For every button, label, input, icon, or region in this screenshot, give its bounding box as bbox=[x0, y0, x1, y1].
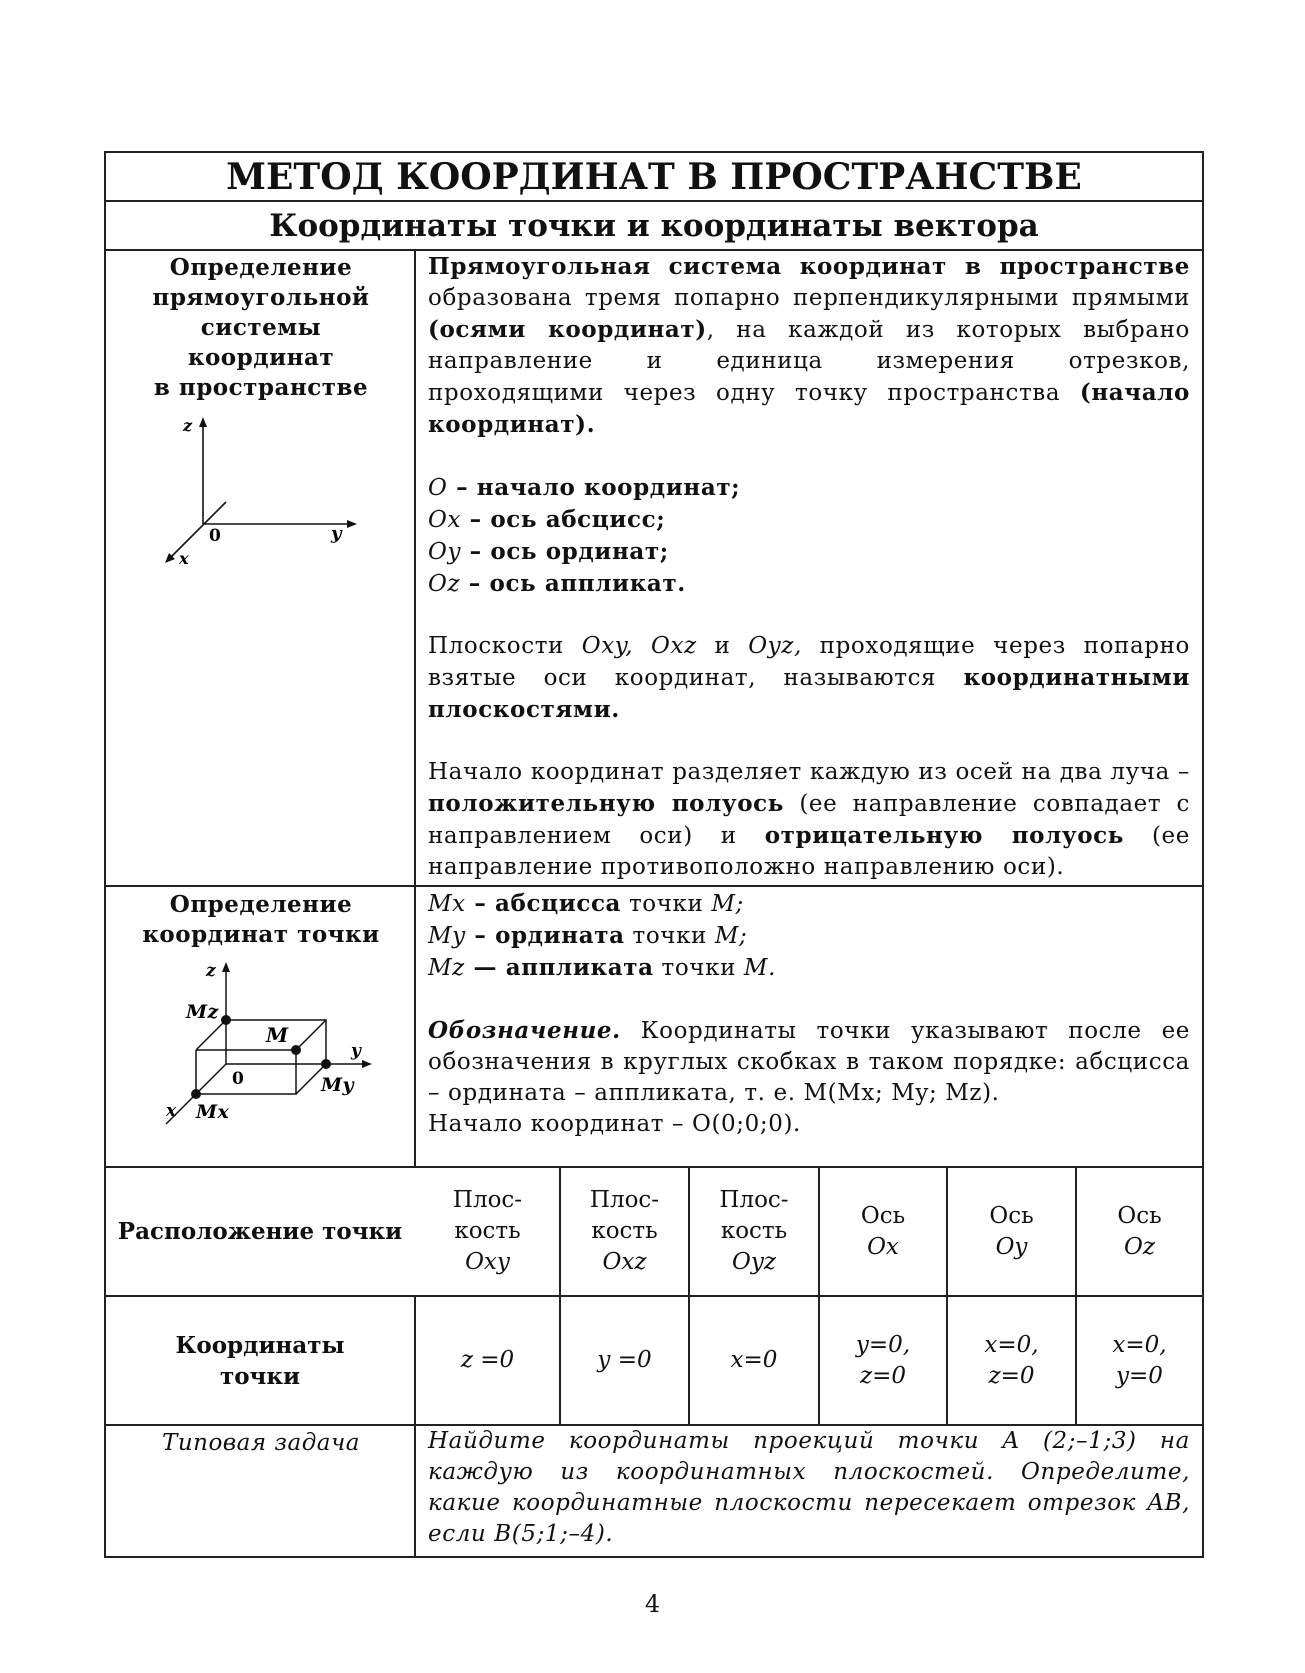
label-line: прямоугольной bbox=[152, 284, 370, 311]
planes-paragraph: Плоскости Oxy, Oxz и Oyz, проходящие через попарно взятые оси координат, называются координатными плоскостями. bbox=[428, 633, 1190, 723]
page-title: МЕТОД КООРДИНАТ В ПРОСТРАНСТВЕ bbox=[226, 156, 1082, 198]
my-label: My bbox=[321, 1074, 355, 1096]
m-label: M bbox=[266, 1023, 289, 1047]
location-column-header bbox=[820, 1168, 946, 1295]
coordinate-condition bbox=[690, 1297, 818, 1424]
location-row-header: Расположение точки bbox=[117, 1218, 403, 1245]
mx-label: Mx bbox=[196, 1101, 230, 1123]
coordinate-definitions: Mx – абсцисса точки M; My – ордината точки M; Mz — аппликата точки M. bbox=[428, 890, 776, 981]
x-label: x bbox=[179, 549, 190, 568]
label-line: Определение bbox=[169, 891, 353, 918]
coordinate-condition bbox=[416, 1297, 559, 1424]
label-line: системы bbox=[200, 314, 322, 341]
cell-line: Ox bbox=[867, 1233, 899, 1260]
cell-line: кость bbox=[720, 1218, 788, 1244]
z-label: z bbox=[183, 416, 193, 435]
cell-line: x=0, bbox=[1112, 1331, 1167, 1358]
cell-line: x=0 bbox=[730, 1347, 778, 1373]
coordinate-condition bbox=[1077, 1297, 1202, 1424]
cell-line: Ось bbox=[989, 1202, 1034, 1229]
cell-line: Oxy bbox=[465, 1249, 510, 1275]
header-line: Координаты bbox=[175, 1331, 345, 1359]
task-label: Типовая задача bbox=[161, 1430, 361, 1456]
point-coordinates-diagram bbox=[146, 956, 376, 1126]
section1-text bbox=[428, 251, 1190, 914]
header-line: точки bbox=[219, 1362, 301, 1390]
location-column-header bbox=[561, 1168, 688, 1295]
axes-diagram bbox=[151, 409, 371, 569]
notation-paragraph: Обозначение. Координаты точки указывают после ее обозначения в круглых скобках в таком порядке: абсцисса – ордината – аппликата, т. е. M(Mx; My; Mz). Начало координат – O(0;0;0). bbox=[428, 1017, 1190, 1137]
location-column-header bbox=[690, 1168, 818, 1295]
cell-line: Ось bbox=[860, 1202, 906, 1229]
cell-line: Ось bbox=[1117, 1202, 1162, 1229]
mz-label: Mz bbox=[186, 1001, 219, 1023]
label-line: в пространстве bbox=[153, 374, 369, 401]
coords-row-header bbox=[106, 1297, 414, 1424]
definition-paragraph: Прямоугольная система координат в пространстве образована тремя попарно перпендикулярными прямыми (осями координат), на каждой из которых выбрано направление и единица измерения отрезков, проходящими через одну точку пространства (начало координат). bbox=[428, 253, 1191, 438]
summary-table bbox=[104, 151, 1204, 1558]
cell-line: y=0, bbox=[855, 1331, 911, 1358]
location-column-header bbox=[416, 1168, 559, 1295]
halfaxes-paragraph: Начало координат разделяет каждую из осей на два луча – положительную полуось (ее направление совпадает с направлением оси) и отрицательную полуось (ее направление противоположно направлению оси). bbox=[428, 759, 1190, 880]
cell-line: y =0 bbox=[597, 1347, 652, 1373]
section2-text bbox=[428, 888, 1190, 1171]
cell-line: Oyz bbox=[732, 1249, 776, 1275]
section1-label bbox=[106, 253, 416, 577]
x-label: x bbox=[166, 1101, 177, 1121]
cell-line: Oy bbox=[995, 1233, 1028, 1260]
cell-line: z =0 bbox=[460, 1347, 515, 1373]
label-line: координат точки bbox=[142, 921, 380, 948]
label-line: Определение bbox=[169, 254, 353, 281]
cell-line: Плос- bbox=[589, 1187, 660, 1213]
cell-line: y=0 bbox=[1116, 1362, 1163, 1389]
cell-line: x=0, bbox=[984, 1331, 1039, 1358]
cell-line: z=0 bbox=[988, 1362, 1035, 1389]
origin-label: 0 bbox=[209, 526, 222, 546]
cell-line: кость bbox=[591, 1218, 658, 1244]
location-column-header bbox=[1077, 1168, 1202, 1295]
cell-line: Плос- bbox=[452, 1187, 523, 1213]
cell-line: кость bbox=[454, 1218, 521, 1244]
origin-label: 0 bbox=[232, 1069, 245, 1089]
label-line: координат bbox=[187, 344, 335, 371]
task-text: Найдите координаты проекций точки A (2;–1;3) на каждую из координатных плоскостей. Определите, какие координатные плоскости пересекает отрезок AB, если B(5;1;–4). bbox=[428, 1428, 1190, 1547]
coordinate-condition bbox=[948, 1297, 1075, 1424]
y-label: y bbox=[351, 1041, 362, 1061]
y-label: y bbox=[331, 523, 342, 544]
coordinate-condition bbox=[561, 1297, 688, 1424]
z-label: z bbox=[206, 961, 217, 981]
cell-line: Плос- bbox=[719, 1187, 789, 1213]
coordinate-condition bbox=[820, 1297, 946, 1424]
cell-line: z=0 bbox=[859, 1362, 907, 1389]
page-number: 4 bbox=[644, 1590, 661, 1618]
cell-line: Oz bbox=[1124, 1233, 1155, 1260]
axes-definitions: O – начало координат; Ox – ось абсцисс; Oy – ось ординат; Oz – ось аппликат. bbox=[428, 474, 741, 597]
section2-label bbox=[106, 890, 416, 1134]
section-subtitle: Координаты точки и координаты вектора bbox=[269, 208, 1039, 244]
cell-line: Oxz bbox=[602, 1249, 647, 1275]
location-column-header bbox=[948, 1168, 1075, 1295]
